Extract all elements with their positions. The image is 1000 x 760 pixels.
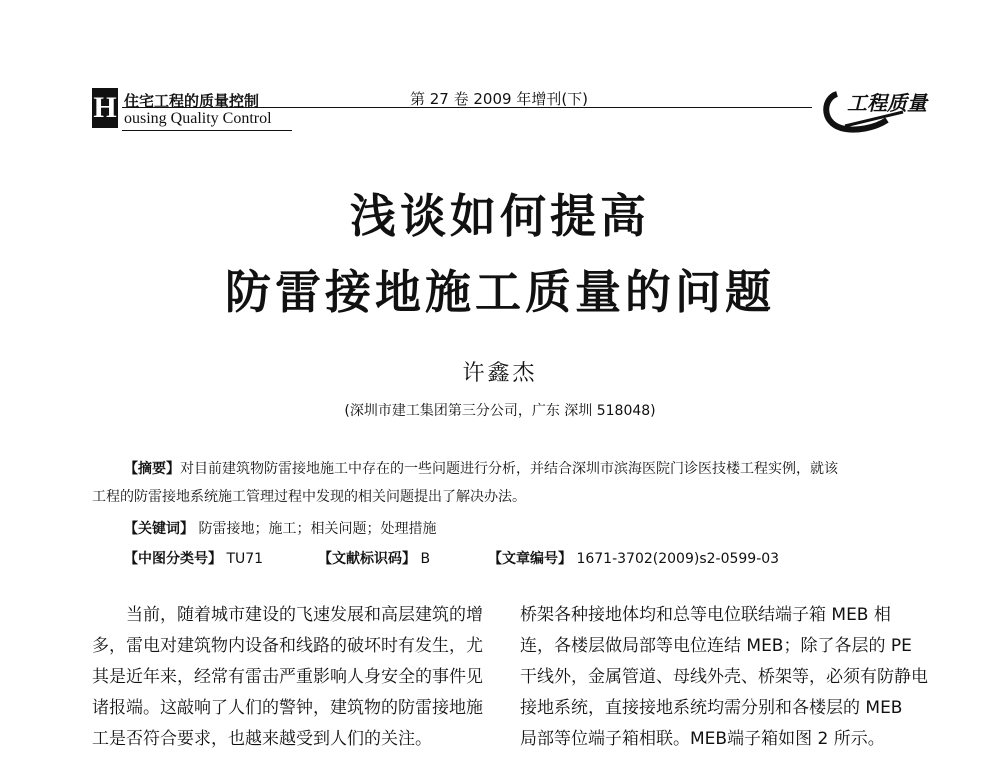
article-number bbox=[488, 546, 779, 572]
author-name: 许鑫杰 bbox=[462, 361, 538, 386]
article-number-label: 【文章编号】 bbox=[488, 551, 572, 567]
journal-title-cn: 住宅工程的质量控制 bbox=[124, 92, 260, 110]
document-code bbox=[318, 546, 430, 572]
abstract-text-1: 对目前建筑物防雷接地施工中存在的一些问题进行分析，并结合深圳市滨海医院门诊医技楼工程实例，就该 bbox=[180, 461, 838, 477]
journal-title-en: ousing Quality Control bbox=[124, 110, 272, 127]
body-right-column bbox=[520, 600, 928, 755]
document-code-value: B bbox=[420, 551, 431, 567]
header-subrule bbox=[122, 130, 292, 131]
article-title-line1: 浅谈如何提高 bbox=[350, 189, 650, 243]
body-line: 诸报端。这敲响了人们的警钟，建筑物的防雷接地施 bbox=[92, 698, 483, 718]
article-title-line2: 防雷接地施工质量的问题 bbox=[225, 265, 775, 319]
classification-value: TU71 bbox=[226, 551, 264, 567]
body-line: 干线外，金属管道、母线外壳、桥架等，必须有防静电 bbox=[520, 667, 928, 687]
keywords-text: 防雷接地；施工；相关问题；处理措施 bbox=[198, 521, 437, 537]
body-line: 连，各楼层做局部等电位连结 MEB；除了各层的 PE bbox=[520, 636, 912, 656]
abstract-line1 bbox=[124, 456, 838, 482]
body-line: 工是否符合要求，也越来越受到人们的关注。 bbox=[92, 729, 432, 749]
volume-info: 第 27 卷 2009 年增刊(下) bbox=[410, 90, 589, 108]
body-line: 接地系统，直接接地系统均需分别和各楼层的 MEB bbox=[520, 698, 903, 718]
abstract-line2: 工程的防雷接地系统施工管理过程中发现的相关问题提出了解决办法。 bbox=[92, 489, 526, 505]
abstract-label: 【摘要】 bbox=[124, 461, 180, 477]
journal-logo-letter: H bbox=[92, 88, 118, 128]
body-line: 当前，随着城市建设的飞速发展和高层建筑的增 bbox=[92, 605, 483, 625]
classification-label: 【中图分类号】 bbox=[124, 551, 222, 567]
keywords bbox=[124, 516, 436, 542]
keywords-label: 【关键词】 bbox=[124, 521, 194, 537]
body-left-column bbox=[92, 600, 482, 755]
brand-logo bbox=[815, 82, 927, 138]
document-code-label: 【文献标识码】 bbox=[318, 551, 416, 567]
body-line: 桥架各种接地体均和总等电位联结端子箱 MEB 相 bbox=[520, 605, 891, 625]
author-affiliation: (深圳市建工集团第三分公司，广东 深圳 518048) bbox=[344, 403, 656, 419]
body-line: 其是近年来，经常有雷击严重影响人身安全的事件见 bbox=[92, 667, 483, 687]
classification-number bbox=[124, 546, 263, 572]
article-number-value: 1671-3702(2009)s2-0599-03 bbox=[576, 551, 780, 567]
body-line: 多，雷电对建筑物内设备和线路的破坏时有发生，尤 bbox=[92, 636, 483, 656]
brand-logo-text: 工程质量 bbox=[847, 91, 927, 115]
body-line: 局部等位端子箱相联。MEB端子箱如图 2 所示。 bbox=[520, 729, 885, 749]
